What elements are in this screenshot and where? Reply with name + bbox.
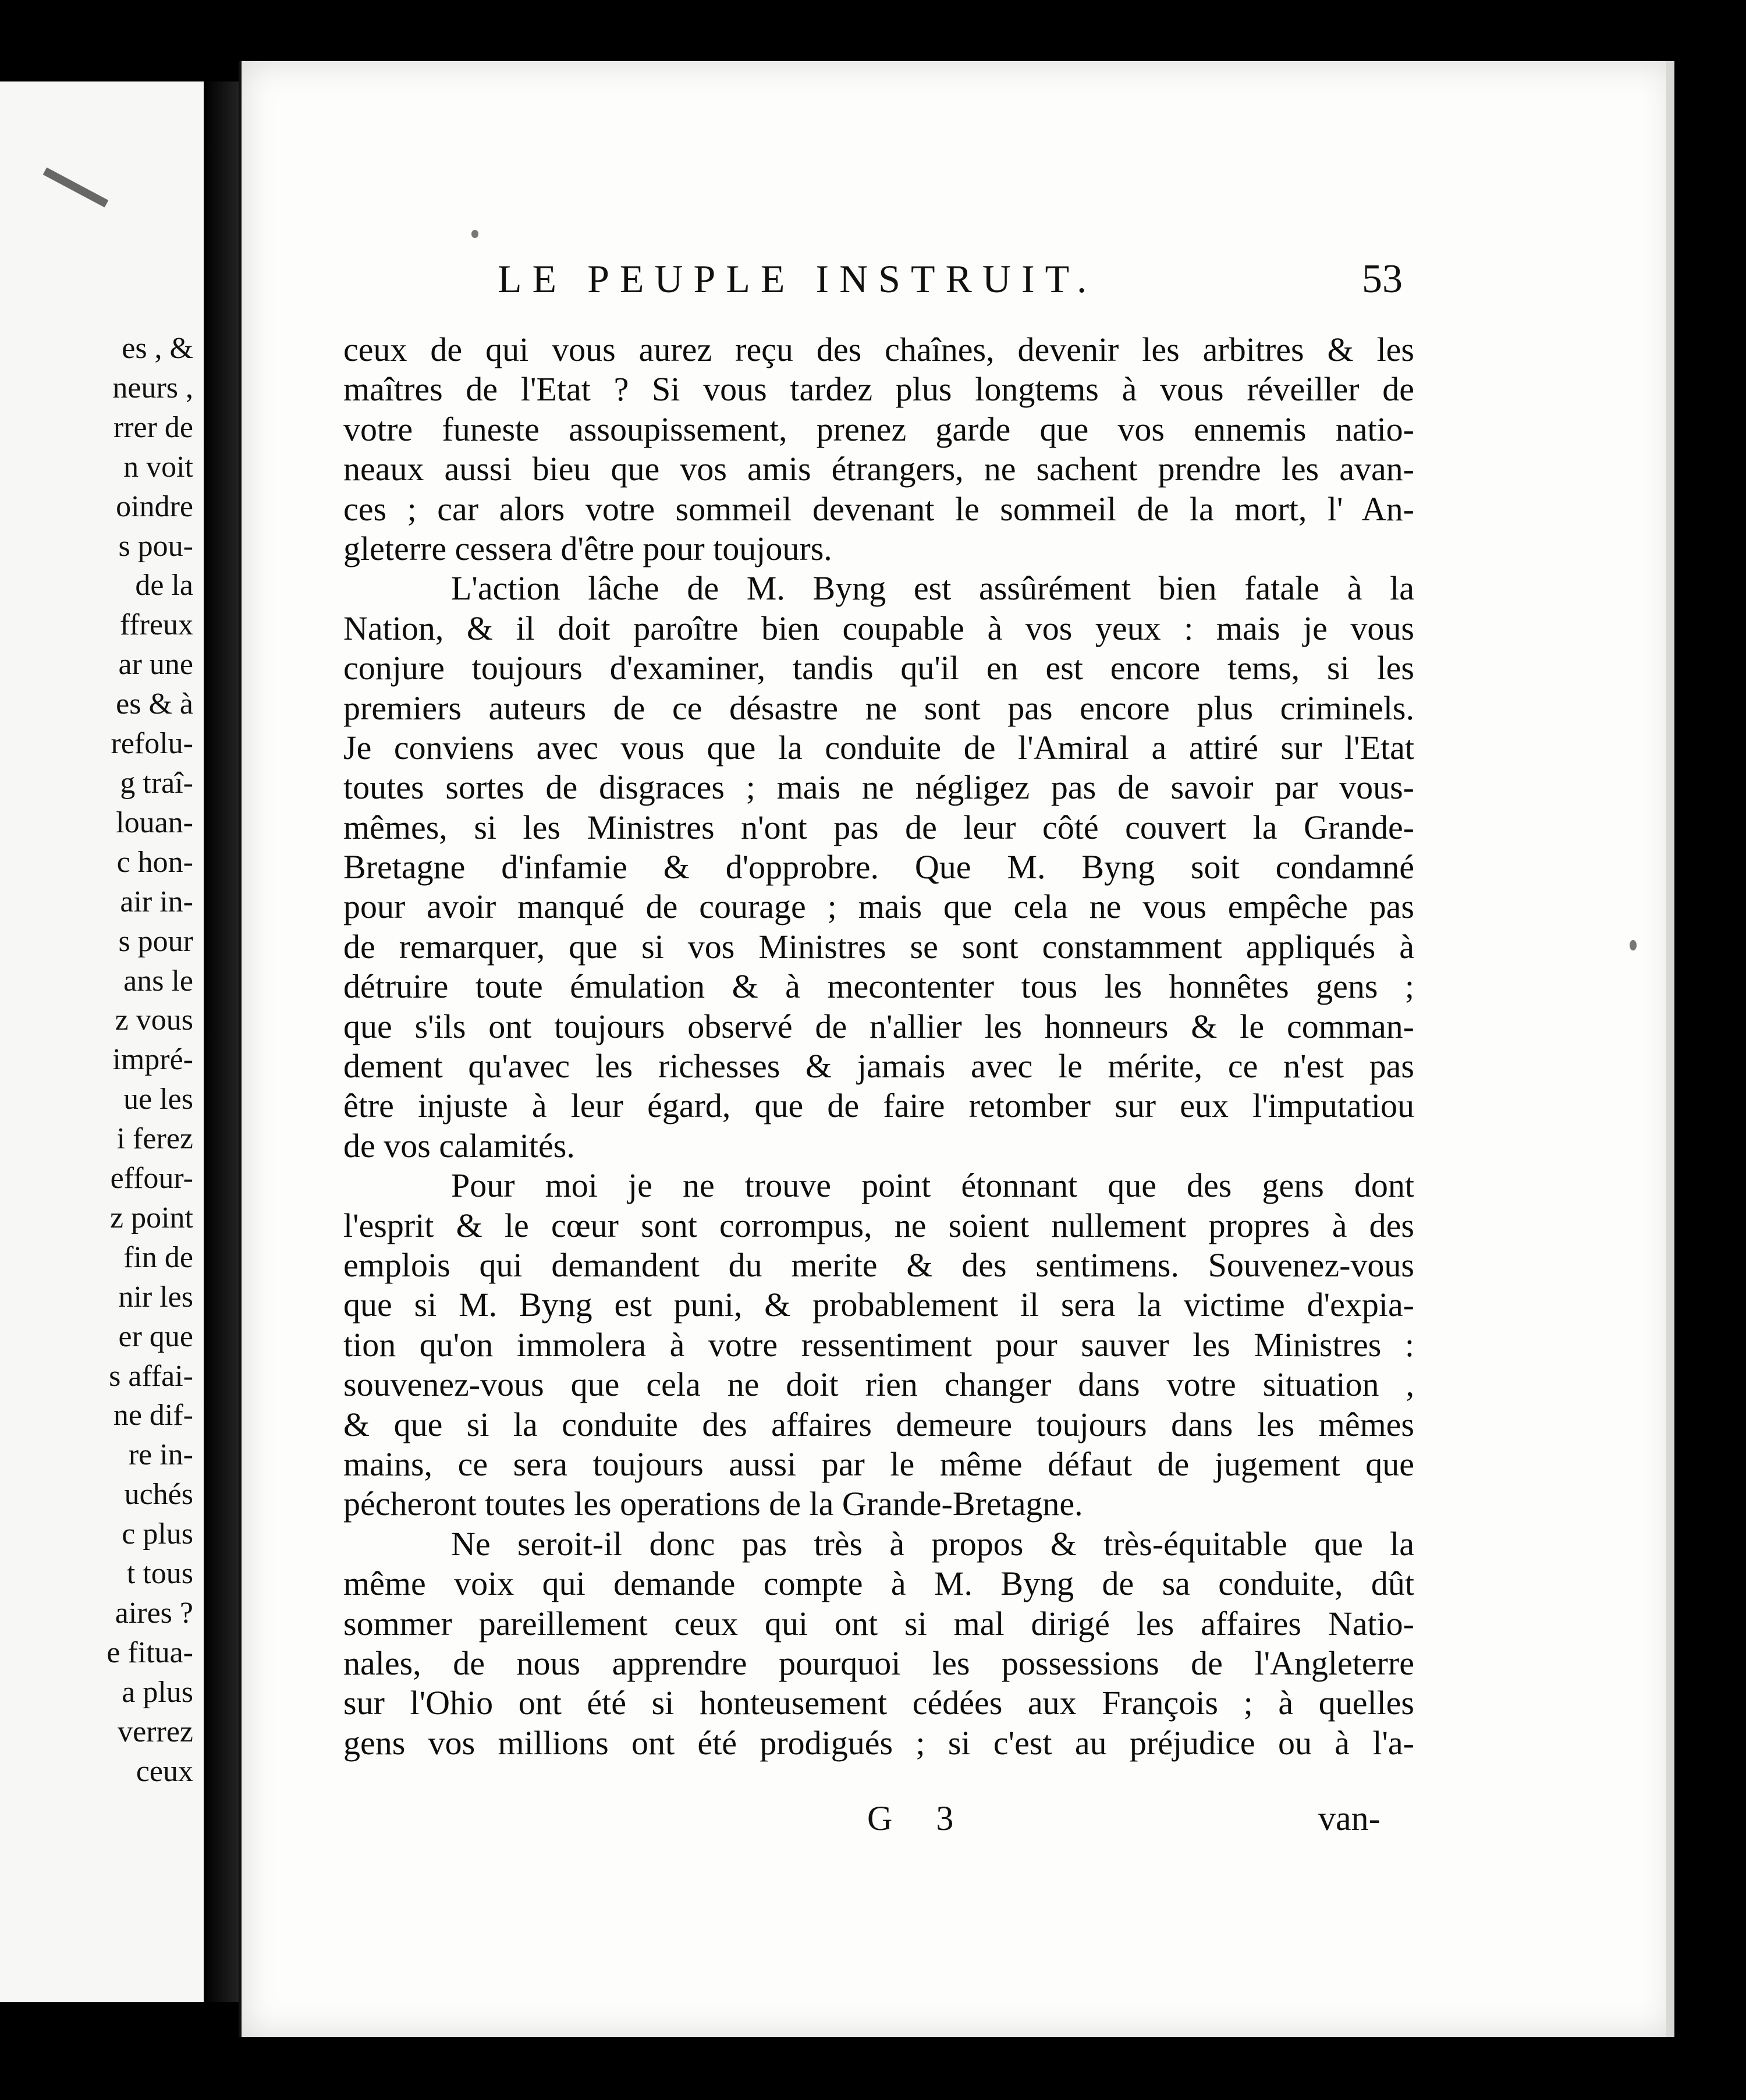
facing-page-line: ceux <box>136 1754 193 1788</box>
text-line: que s'ils ont toujours observé de n'allier les honneurs & le comman- <box>343 1007 1414 1045</box>
facing-page-line: s pou- <box>118 529 193 563</box>
ink-speck <box>1630 940 1637 950</box>
text-line: sur l'Ohio ont été si honteusement cédées aux François ; à quelles <box>343 1684 1414 1722</box>
text-line: de vos calamités. <box>343 1126 575 1165</box>
facing-page-line: s affai- <box>109 1359 193 1393</box>
page-header <box>242 256 1674 308</box>
facing-page-line: e fitua- <box>107 1636 193 1669</box>
text-line: ceux de qui vous aurez reçu des chaînes, devenir les arbitres & les <box>343 331 1414 368</box>
facing-page-line: s pour <box>118 924 193 958</box>
facing-page-line: effour- <box>110 1162 193 1196</box>
facing-page-line: er que <box>118 1319 193 1353</box>
text-line: pécheront toutes les operations de la Grande-Bretagne. <box>343 1485 1083 1523</box>
book-gutter <box>204 81 239 2002</box>
facing-page-line: fin de <box>123 1240 193 1274</box>
text-line: emplois qui demandent du merite & des sentimens. Souvenez-vous <box>343 1246 1414 1284</box>
facing-page-line: n voit <box>123 450 193 484</box>
facing-page-line: ffreux <box>119 608 193 642</box>
facing-page-line: z point <box>110 1201 193 1235</box>
text-line: que si M. Byng est puni, & probablement il sera la victime d'expia- <box>343 1286 1414 1324</box>
signature-mark: G 3 <box>867 1799 971 1838</box>
facing-page-line: neurs , <box>112 371 193 405</box>
facing-page-line: oindre <box>116 489 193 523</box>
ink-smudge <box>43 168 109 208</box>
text-line: conjure toujours d'examiner, tandis qu'il en est encore tems, si les <box>343 649 1414 687</box>
page-footer <box>242 1799 1674 1845</box>
page-number: 53 <box>1362 257 1403 301</box>
text-line: Pour moi je ne trouve point étonnant que des gens dont <box>451 1166 1414 1205</box>
text-line: Bretagne d'infamie & d'opprobre. Que M. Byng soit condamné <box>343 848 1414 886</box>
ink-speck <box>471 230 478 238</box>
text-line: mêmes, si les Ministres n'ont pas de leur côté couvert la Grande- <box>343 808 1414 846</box>
facing-page-line: de la <box>135 569 193 602</box>
text-line: pour avoir manqué de courage ; mais que cela ne vous empêche pas <box>343 888 1414 926</box>
facing-page-line: z vous <box>115 1003 193 1037</box>
facing-page-line: louan- <box>116 806 193 839</box>
text-line: Je conviens avec vous que la conduite de l'Amiral a attiré sur l'Etat <box>343 728 1414 767</box>
facing-page-line: g traî- <box>120 766 193 800</box>
facing-page-line: c plus <box>122 1517 193 1551</box>
text-line: Ne seroit-il donc pas très à propos & très-équitable que la <box>451 1524 1414 1563</box>
text-line: premiers auteurs de ce désastre ne sont pas encore plus criminels. <box>343 689 1414 727</box>
text-line: sommer pareillement ceux qui ont si mal dirigé les affaires Natio- <box>343 1604 1414 1643</box>
body-text <box>343 330 1414 1763</box>
text-line: de remarquer, que si vos Ministres se sont constamment appliqués à <box>343 927 1414 966</box>
facing-page-line: aires ? <box>115 1597 193 1630</box>
facing-page-line: ans le <box>123 964 193 998</box>
text-line: détruire toute émulation & à mecontenter tous les honnêtes gens ; <box>343 967 1414 1006</box>
text-line: souvenez-vous que cela ne doit rien changer dans votre situation , <box>343 1365 1414 1404</box>
facing-page-line: impré- <box>112 1043 193 1077</box>
facing-page-left <box>0 81 206 2002</box>
facing-page-line: es , & <box>122 332 193 365</box>
text-line: tion qu'on immolera à votre ressentiment pour sauver les Ministres : <box>343 1325 1414 1364</box>
facing-page-line: ue les <box>123 1083 193 1116</box>
text-line: toutes sortes de disgraces ; mais ne négligez pas de savoir par vous- <box>343 768 1414 807</box>
facing-page-line: refolu- <box>111 727 193 761</box>
text-line: gleterre cessera d'être pour toujours. <box>343 529 832 567</box>
text-line: maîtres de l'Etat ? Si vous tardez plus longtems à vous réveiller de <box>343 370 1414 409</box>
facing-page-line: t tous <box>126 1557 193 1591</box>
facing-page-line: re in- <box>128 1438 193 1472</box>
text-line: Nation, & il doit paroître bien coupable à vos yeux : mais je vous <box>343 609 1414 647</box>
text-line: l'esprit & le cœur sont corrompus, ne soient nullement propres à des <box>343 1206 1414 1244</box>
text-line: même voix qui demande compte à M. Byng de sa conduite, dût <box>343 1565 1414 1603</box>
facing-page-line: ar une <box>118 648 193 682</box>
text-line: votre funeste assoupissement, prenez garde que vos ennemis natio- <box>343 410 1414 448</box>
running-title: LE PEUPLE INSTRUIT. <box>498 257 1098 301</box>
facing-page-line: verrez <box>118 1715 193 1748</box>
text-line: dement qu'avec les richesses & jamais avec le mérite, ce n'est pas <box>343 1047 1414 1086</box>
catchword: van- <box>1318 1799 1381 1838</box>
text-line: mains, ce sera toujours aussi par le même défaut de jugement que <box>343 1445 1414 1483</box>
facing-page-line: a plus <box>122 1675 193 1709</box>
text-line: neaux aussi bieu que vos amis étrangers, ne sachent prendre les avan- <box>343 450 1414 488</box>
facing-page-line: es & à <box>116 687 193 721</box>
facing-page-line: i ferez <box>116 1122 193 1156</box>
facing-page-line: ne dif- <box>113 1399 193 1432</box>
facing-page-line: air in- <box>120 885 193 918</box>
text-line: gens vos millions ont été prodigués ; si c'est au préjudice ou à l'a- <box>343 1723 1414 1762</box>
text-line: & que si la conduite des affaires demeure toujours dans les mêmes <box>343 1405 1414 1443</box>
facing-page-line: c hon- <box>116 845 193 879</box>
text-line: être injuste à leur égard, que de faire retomber sur eux l'imputatiou <box>343 1087 1414 1125</box>
page-edge <box>1666 61 1674 2037</box>
facing-page-text <box>1 329 193 1792</box>
page <box>239 61 1674 2037</box>
text-line: L'action lâche de M. Byng est assûrément bien fatale à la <box>451 569 1414 608</box>
facing-page-line: rrer de <box>113 410 193 444</box>
facing-page-line: nir les <box>118 1280 193 1314</box>
text-line: ces ; car alors votre sommeil devenant le sommeil de la mort, l' An- <box>343 489 1414 528</box>
text-line: nales, de nous apprendre pourquoi les possessions de l'Angleterre <box>343 1644 1414 1682</box>
facing-page-line: uchés <box>124 1478 193 1512</box>
